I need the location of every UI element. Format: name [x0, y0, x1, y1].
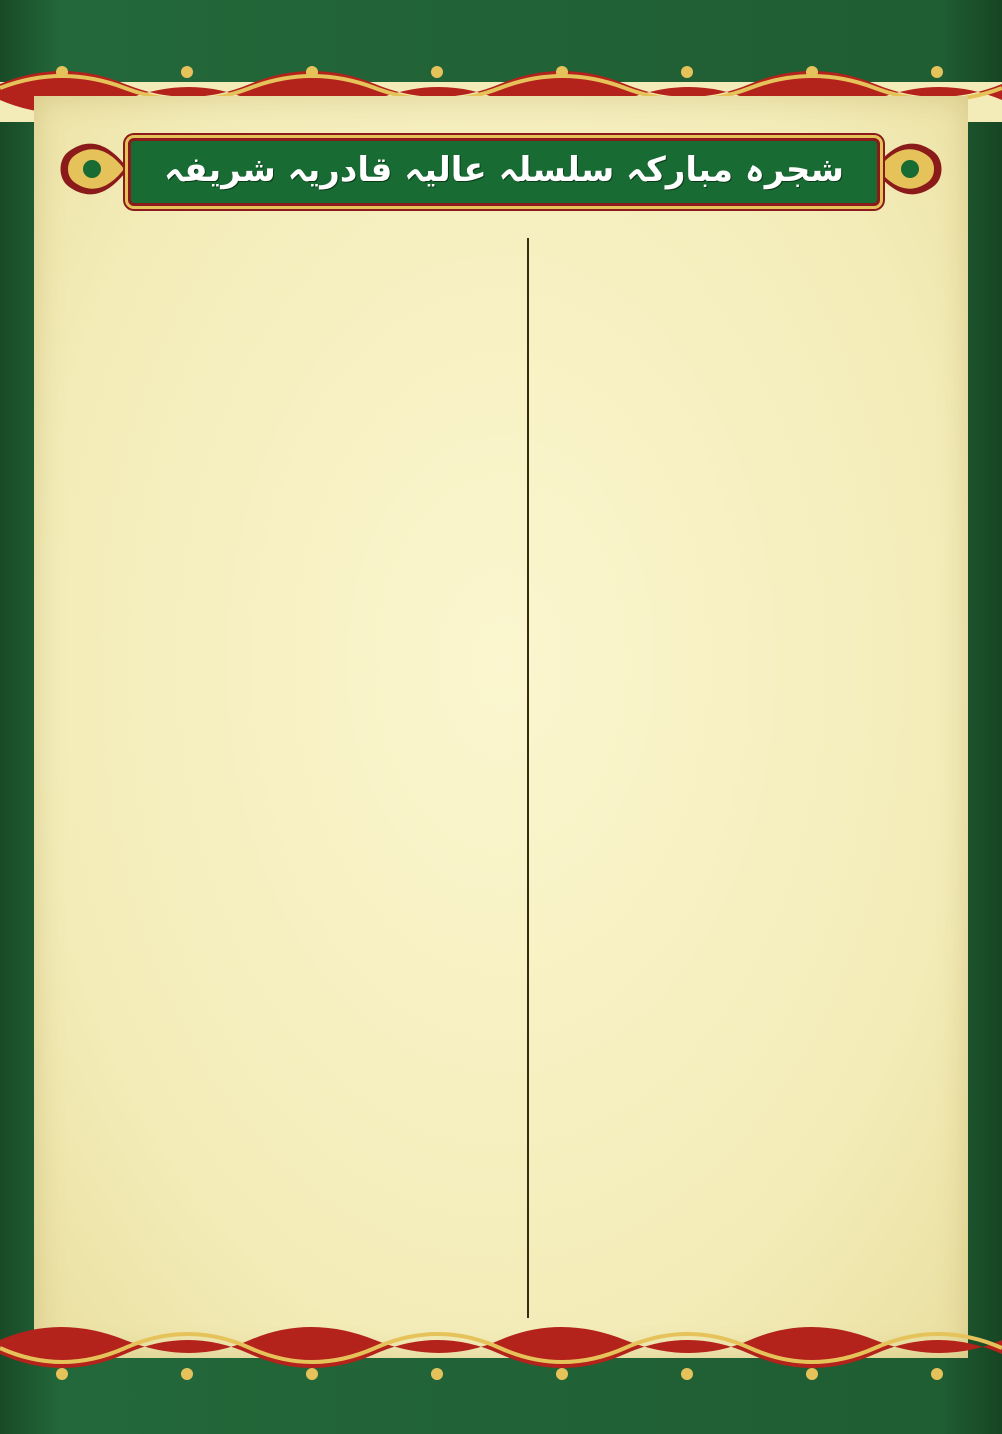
left-banner-ornament-icon: [58, 132, 128, 206]
parchment-panel: [34, 96, 968, 1358]
title-banner: [128, 138, 880, 206]
page-title: شجرہ مبارکہ سلسلہ عالیہ قادریہ شریفہ: [164, 150, 844, 190]
bottom-arch-border: [0, 1326, 1002, 1386]
right-banner-ornament-icon: [874, 132, 944, 206]
column-divider: [527, 238, 529, 1318]
